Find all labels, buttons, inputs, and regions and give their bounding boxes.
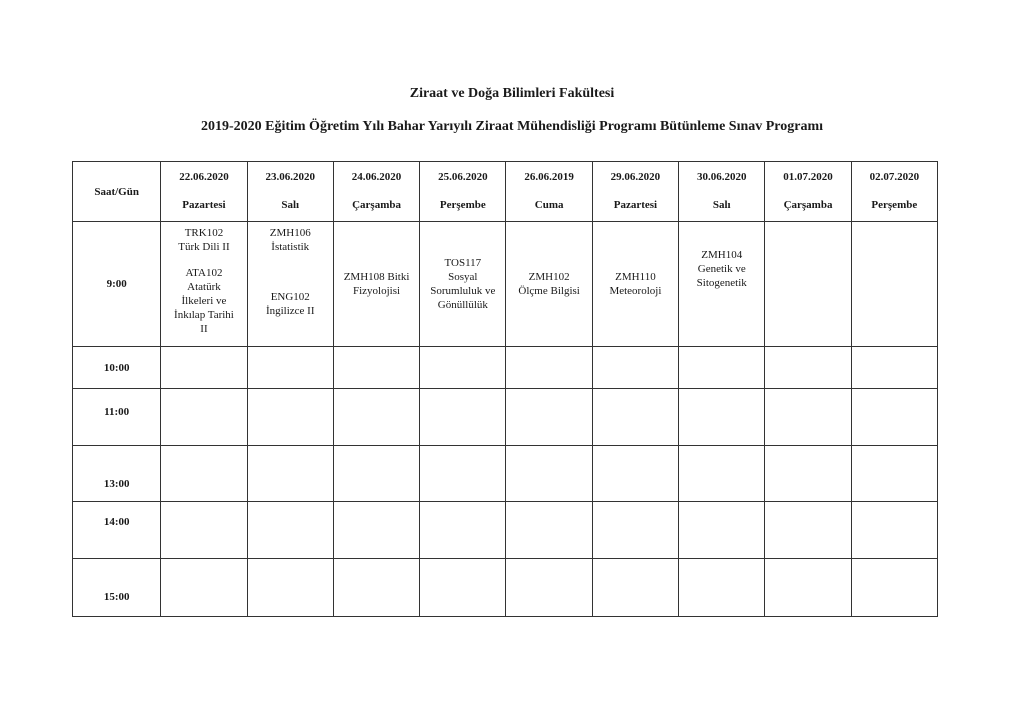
table-row bbox=[73, 446, 938, 502]
course-line: Sitogenetik bbox=[696, 277, 747, 289]
empty-cell bbox=[851, 222, 937, 347]
empty-cell bbox=[333, 502, 419, 559]
empty-cell bbox=[333, 347, 419, 389]
column-header bbox=[247, 162, 333, 222]
column-day: Perşembe bbox=[871, 198, 918, 211]
column-day: Salı bbox=[281, 198, 300, 211]
table-row bbox=[73, 222, 938, 347]
empty-cell bbox=[592, 446, 678, 502]
empty-cell bbox=[247, 446, 333, 502]
empty-cell bbox=[161, 502, 247, 559]
empty-cell bbox=[506, 389, 592, 446]
time-cell: 9:00 bbox=[73, 222, 161, 347]
empty-cell bbox=[506, 559, 592, 617]
exam-cell-split bbox=[161, 222, 247, 347]
empty-cell bbox=[679, 446, 765, 502]
column-header bbox=[506, 162, 592, 222]
empty-cell bbox=[679, 347, 765, 389]
empty-cell bbox=[765, 446, 851, 502]
faculty-title: Ziraat ve Doğa Bilimleri Fakültesi bbox=[409, 86, 615, 101]
exam-entry bbox=[161, 264, 246, 346]
course-code: ZMH104 bbox=[701, 249, 743, 261]
course-name: Türk Dili II bbox=[178, 241, 230, 253]
empty-cell bbox=[420, 559, 506, 617]
empty-cell bbox=[592, 502, 678, 559]
column-date: 25.06.2020 bbox=[438, 170, 488, 183]
column-date: 26.06.2019 bbox=[524, 170, 574, 183]
exam-entry bbox=[248, 222, 333, 264]
empty-cell bbox=[765, 222, 851, 347]
empty-cell bbox=[420, 446, 506, 502]
course-code: ZMH106 bbox=[269, 227, 311, 239]
corner-header: Saat/Gün bbox=[73, 162, 161, 222]
course-name-line: II bbox=[200, 323, 208, 335]
course-line: Genetik ve bbox=[697, 263, 746, 275]
empty-cell bbox=[851, 446, 937, 502]
empty-cell bbox=[765, 559, 851, 617]
empty-cell bbox=[161, 446, 247, 502]
empty-cell bbox=[592, 559, 678, 617]
column-header bbox=[679, 162, 765, 222]
empty-cell bbox=[247, 559, 333, 617]
empty-cell bbox=[333, 389, 419, 446]
empty-cell bbox=[506, 446, 592, 502]
empty-cell bbox=[506, 502, 592, 559]
course-line: ZMH108 Bitki bbox=[343, 271, 410, 283]
empty-cell bbox=[851, 559, 937, 617]
exam-entry bbox=[248, 264, 333, 344]
empty-cell bbox=[420, 347, 506, 389]
empty-cell bbox=[592, 347, 678, 389]
column-day: Salı bbox=[712, 198, 731, 211]
table-row bbox=[73, 559, 938, 617]
empty-cell bbox=[333, 446, 419, 502]
exam-cell bbox=[420, 222, 506, 347]
empty-cell bbox=[679, 502, 765, 559]
empty-cell bbox=[765, 502, 851, 559]
course-code: TOS117 bbox=[444, 257, 482, 269]
program-title: 2019-2020 Eğitim Öğretim Yılı Bahar Yarıyılı Ziraat Mühendisliği Programı Bütünleme Sınav Programı bbox=[200, 119, 824, 134]
course-code: ZMH102 bbox=[528, 271, 570, 283]
column-date: 01.07.2020 bbox=[783, 170, 833, 183]
course-name: İngilizce II bbox=[265, 305, 315, 317]
course-code: TRK102 bbox=[184, 227, 224, 239]
empty-cell bbox=[420, 502, 506, 559]
exam-schedule-table bbox=[72, 161, 938, 617]
course-code: ZMH110 bbox=[615, 271, 656, 283]
table-row bbox=[73, 502, 938, 559]
course-name-line: İnkılap Tarihi bbox=[174, 309, 234, 321]
empty-cell bbox=[247, 389, 333, 446]
column-header bbox=[420, 162, 506, 222]
column-date: 24.06.2020 bbox=[351, 170, 402, 183]
empty-cell bbox=[592, 389, 678, 446]
course-code: ATA102 bbox=[185, 267, 223, 279]
empty-cell bbox=[161, 389, 247, 446]
column-header bbox=[161, 162, 247, 222]
empty-cell bbox=[247, 502, 333, 559]
time-cell: 13:00 bbox=[73, 446, 161, 502]
empty-cell bbox=[420, 389, 506, 446]
column-day: Cuma bbox=[534, 198, 564, 211]
time-cell: 11:00 bbox=[73, 389, 161, 446]
column-header bbox=[333, 162, 419, 222]
course-line: Sosyal bbox=[448, 271, 478, 283]
course-line: Sorumluluk ve bbox=[430, 285, 496, 297]
course-line: Gönüllülük bbox=[437, 299, 488, 311]
empty-cell bbox=[679, 559, 765, 617]
exam-entry bbox=[161, 222, 246, 264]
empty-cell bbox=[333, 559, 419, 617]
column-day: Pazartesi bbox=[613, 198, 658, 211]
empty-cell bbox=[765, 347, 851, 389]
empty-cell bbox=[161, 559, 247, 617]
exam-cell-split bbox=[247, 222, 333, 347]
header-row bbox=[73, 162, 938, 222]
table-row bbox=[73, 389, 938, 446]
course-name: İstatistik bbox=[271, 241, 310, 253]
split-cell bbox=[161, 222, 246, 346]
course-name-line: Atatürk bbox=[187, 281, 221, 293]
empty-cell bbox=[851, 502, 937, 559]
exam-cell bbox=[592, 222, 678, 347]
course-name: Ölçme Bilgisi bbox=[518, 285, 580, 297]
course-name: Meteoroloji bbox=[609, 285, 662, 297]
column-date: 30.06.2020 bbox=[696, 170, 747, 183]
empty-cell bbox=[247, 347, 333, 389]
course-line: Fizyolojisi bbox=[353, 285, 401, 297]
course-name-line: İlkeleri ve bbox=[181, 295, 227, 307]
time-cell: 14:00 bbox=[73, 502, 161, 559]
column-header bbox=[765, 162, 851, 222]
time-cell: 10:00 bbox=[73, 347, 161, 389]
empty-cell bbox=[851, 347, 937, 389]
exam-cell bbox=[679, 222, 765, 347]
empty-cell bbox=[851, 389, 937, 446]
column-day: Çarşamba bbox=[783, 198, 833, 211]
course-code: ENG102 bbox=[270, 291, 310, 303]
split-cell bbox=[248, 222, 333, 344]
column-date: 22.06.2020 bbox=[179, 170, 229, 183]
column-header bbox=[851, 162, 937, 222]
column-date: 02.07.2020 bbox=[869, 170, 920, 183]
column-day: Çarşamba bbox=[352, 198, 401, 211]
exam-cell bbox=[506, 222, 592, 347]
column-day: Perşembe bbox=[439, 198, 486, 211]
table-row bbox=[73, 347, 938, 389]
empty-cell bbox=[506, 347, 592, 389]
column-day: Pazartesi bbox=[182, 198, 226, 211]
column-header bbox=[592, 162, 678, 222]
exam-cell bbox=[333, 222, 419, 347]
column-date: 23.06.2020 bbox=[265, 170, 315, 183]
empty-cell bbox=[765, 389, 851, 446]
column-date: 29.06.2020 bbox=[610, 170, 661, 183]
time-cell: 15:00 bbox=[73, 559, 161, 617]
empty-cell bbox=[161, 347, 247, 389]
empty-cell bbox=[679, 389, 765, 446]
